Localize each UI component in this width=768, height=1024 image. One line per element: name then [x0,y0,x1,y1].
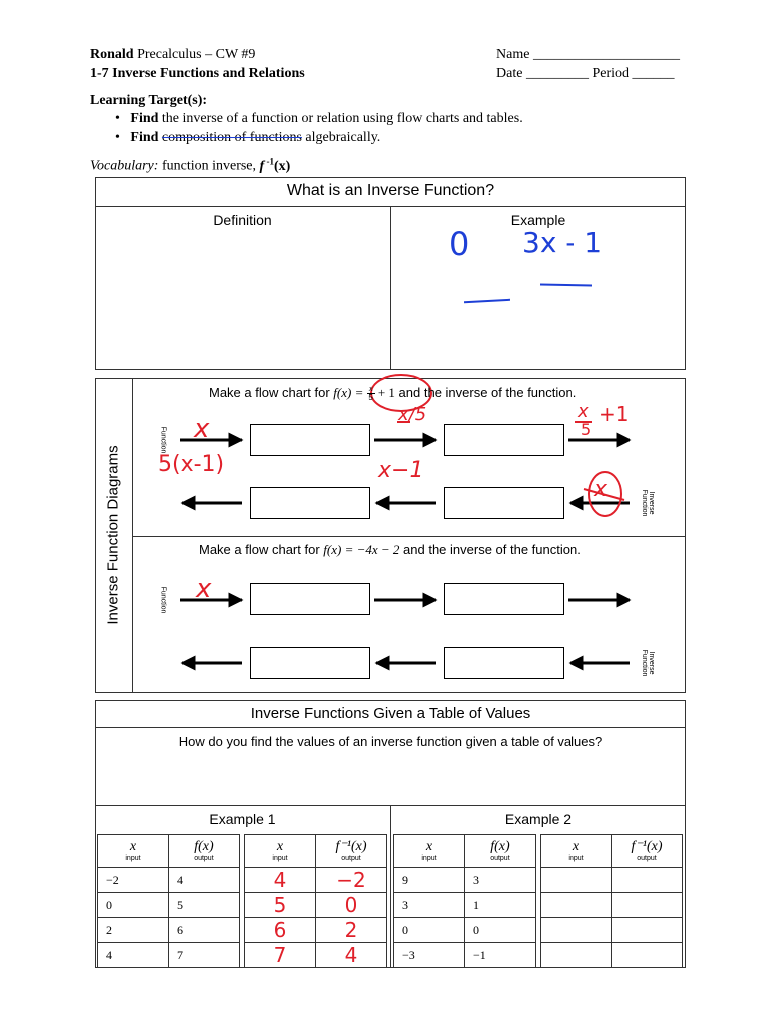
section-title: What is an Inverse Function? [286,182,495,199]
table-row [394,918,683,943]
table-cell: 6 [168,918,239,943]
handwritten-cell[interactable]: 6 [245,918,316,943]
target-verb: Find [130,130,159,145]
handwritten-cell[interactable]: 4 [316,943,387,968]
table-question: How do you find the values of an inverse function given a table of values? [178,734,603,749]
table-row [98,868,387,893]
divider [95,727,686,728]
flow-box-2[interactable] [444,424,564,456]
target-text: the inverse of a function or relation using flow charts and tables. [158,111,523,126]
table-cell: 3 [394,893,465,918]
fraction-denominator: 5 [368,393,373,403]
column-header: x input [541,835,612,868]
function-label: Function [159,586,167,614]
empty-answer-cell[interactable] [541,918,612,943]
flow-chart-2-prompt [199,542,581,558]
column-header: x input [394,835,465,868]
table-cell: 0 [394,918,465,943]
question-answer-area[interactable] [96,752,685,804]
handwritten-expression: 3x - 1 [522,226,603,259]
table-cell: −2 [98,868,169,893]
handwritten-cell[interactable]: 7 [245,943,316,968]
column-header: x input [98,835,169,868]
flow-chart-1-prompt [209,385,576,402]
fraction-numerator: x [368,384,373,394]
date-line: _________ [525,66,589,81]
bullet-icon: • [115,111,120,126]
table-cell: 5 [168,893,239,918]
table-cell: 3 [464,868,535,893]
handwritten-output-rest: +1 [599,402,629,426]
handwritten-inverse-step: x−1 [378,458,424,483]
fraction [367,385,375,402]
example-1-label: Example 1 [209,811,276,827]
prompt-text: and the inverse of the function. [394,385,577,400]
table-cell: 0 [464,918,535,943]
flow-box-6[interactable] [444,583,564,615]
table-cell: 1 [464,893,535,918]
flow-box-1[interactable] [250,424,370,456]
name-label: Name [496,47,530,62]
example-2-table [393,834,683,968]
vocab-symbol: f [259,158,265,174]
vocabulary-text: function inverse, [158,158,260,174]
column-header: x input [245,835,316,868]
handwritten-cell[interactable]: −2 [316,868,387,893]
empty-answer-cell[interactable] [541,943,612,968]
side-label: Inverse Function Diagrams [104,445,122,625]
handwritten-cell[interactable]: 2 [316,918,387,943]
example-2-label: Example 2 [504,811,572,827]
inverse-function-label: Inverse Function [641,649,655,677]
example-1-table [97,834,387,968]
empty-answer-cell[interactable] [541,868,612,893]
handwritten-cell[interactable]: 4 [245,868,316,893]
handwritten-input: x [196,574,212,604]
table-row [98,893,387,918]
handwritten-zero: 0 [449,225,470,263]
prompt-text: and the inverse of the function. [399,542,581,557]
vocab-arg: (x) [273,158,291,174]
table-header-row [98,835,387,868]
empty-answer-cell[interactable] [612,943,683,968]
flow-box-4[interactable] [444,487,564,519]
table-cell: −3 [394,943,465,968]
table-cell: 9 [394,868,465,893]
handwritten-inverse-input: x [594,477,608,502]
period-label: Period [592,66,629,81]
name-line: _____________________ [532,47,680,62]
empty-answer-cell[interactable] [612,918,683,943]
table-cell: −1 [464,943,535,968]
empty-answer-cell[interactable] [612,868,683,893]
table-cell: 4 [168,868,239,893]
function-label: Function [159,426,167,454]
table-row [394,868,683,893]
date-label: Date [496,66,523,81]
flow-box-8[interactable] [444,647,564,679]
column-header: f(x) output [464,835,535,868]
divider [390,805,391,968]
definition-label: Definition [213,212,272,228]
prompt-function: f(x) = [333,385,367,400]
vocab-sup: -1 [264,156,274,166]
handwritten-inverse-result: 5(x-1) [158,452,225,477]
flow-box-7[interactable] [250,647,370,679]
flow-box-5[interactable] [250,583,370,615]
vocabulary-label: Vocabulary: [90,158,159,174]
inverse-function-label: Inverse Function [641,489,655,517]
handwritten-cell[interactable]: 5 [245,893,316,918]
target-verb: Find [130,111,159,126]
table-cell: 4 [98,943,169,968]
handwritten-step: x/5 [398,404,427,425]
table-cell: 0 [98,893,169,918]
course-title: Precalculus – CW #9 [137,47,256,62]
lesson-title: 1-7 Inverse Functions and Relations [90,66,305,81]
section-title: Inverse Functions Given a Table of Values [250,705,531,722]
target-text: algebraically. [301,130,381,145]
prompt-text: Make a flow chart for [209,385,334,400]
flow-box-3[interactable] [250,487,370,519]
example-label: Example [510,212,566,228]
column-header: f⁻¹(x) output [612,835,683,868]
struck-text: composition of functions [161,130,302,145]
handwritten-input: x [194,414,210,444]
period-line: ______ [632,66,675,81]
column-header: f⁻¹(x) output [316,835,387,868]
table-cell: 7 [168,943,239,968]
prompt-rest: + 1 [374,385,395,400]
bullet-icon: • [115,130,120,145]
student-name: Ronald [90,47,134,62]
learning-targets-title: Learning Target(s): [90,93,208,108]
table-header-row [394,835,683,868]
handwritten-cell[interactable]: 0 [316,893,387,918]
table-row [394,893,683,918]
empty-answer-cell[interactable] [541,893,612,918]
handwritten-output-numerator: x [578,401,589,422]
column-header: f(x) output [168,835,239,868]
prompt-text: Make a flow chart for [199,542,324,557]
table-row [98,943,387,968]
table-row [98,918,387,943]
table-cell: 2 [98,918,169,943]
empty-answer-cell[interactable] [612,893,683,918]
prompt-function: f(x) = −4x − 2 [323,542,400,557]
handwritten-output-denominator: 5 [581,420,592,439]
table-row [394,943,683,968]
